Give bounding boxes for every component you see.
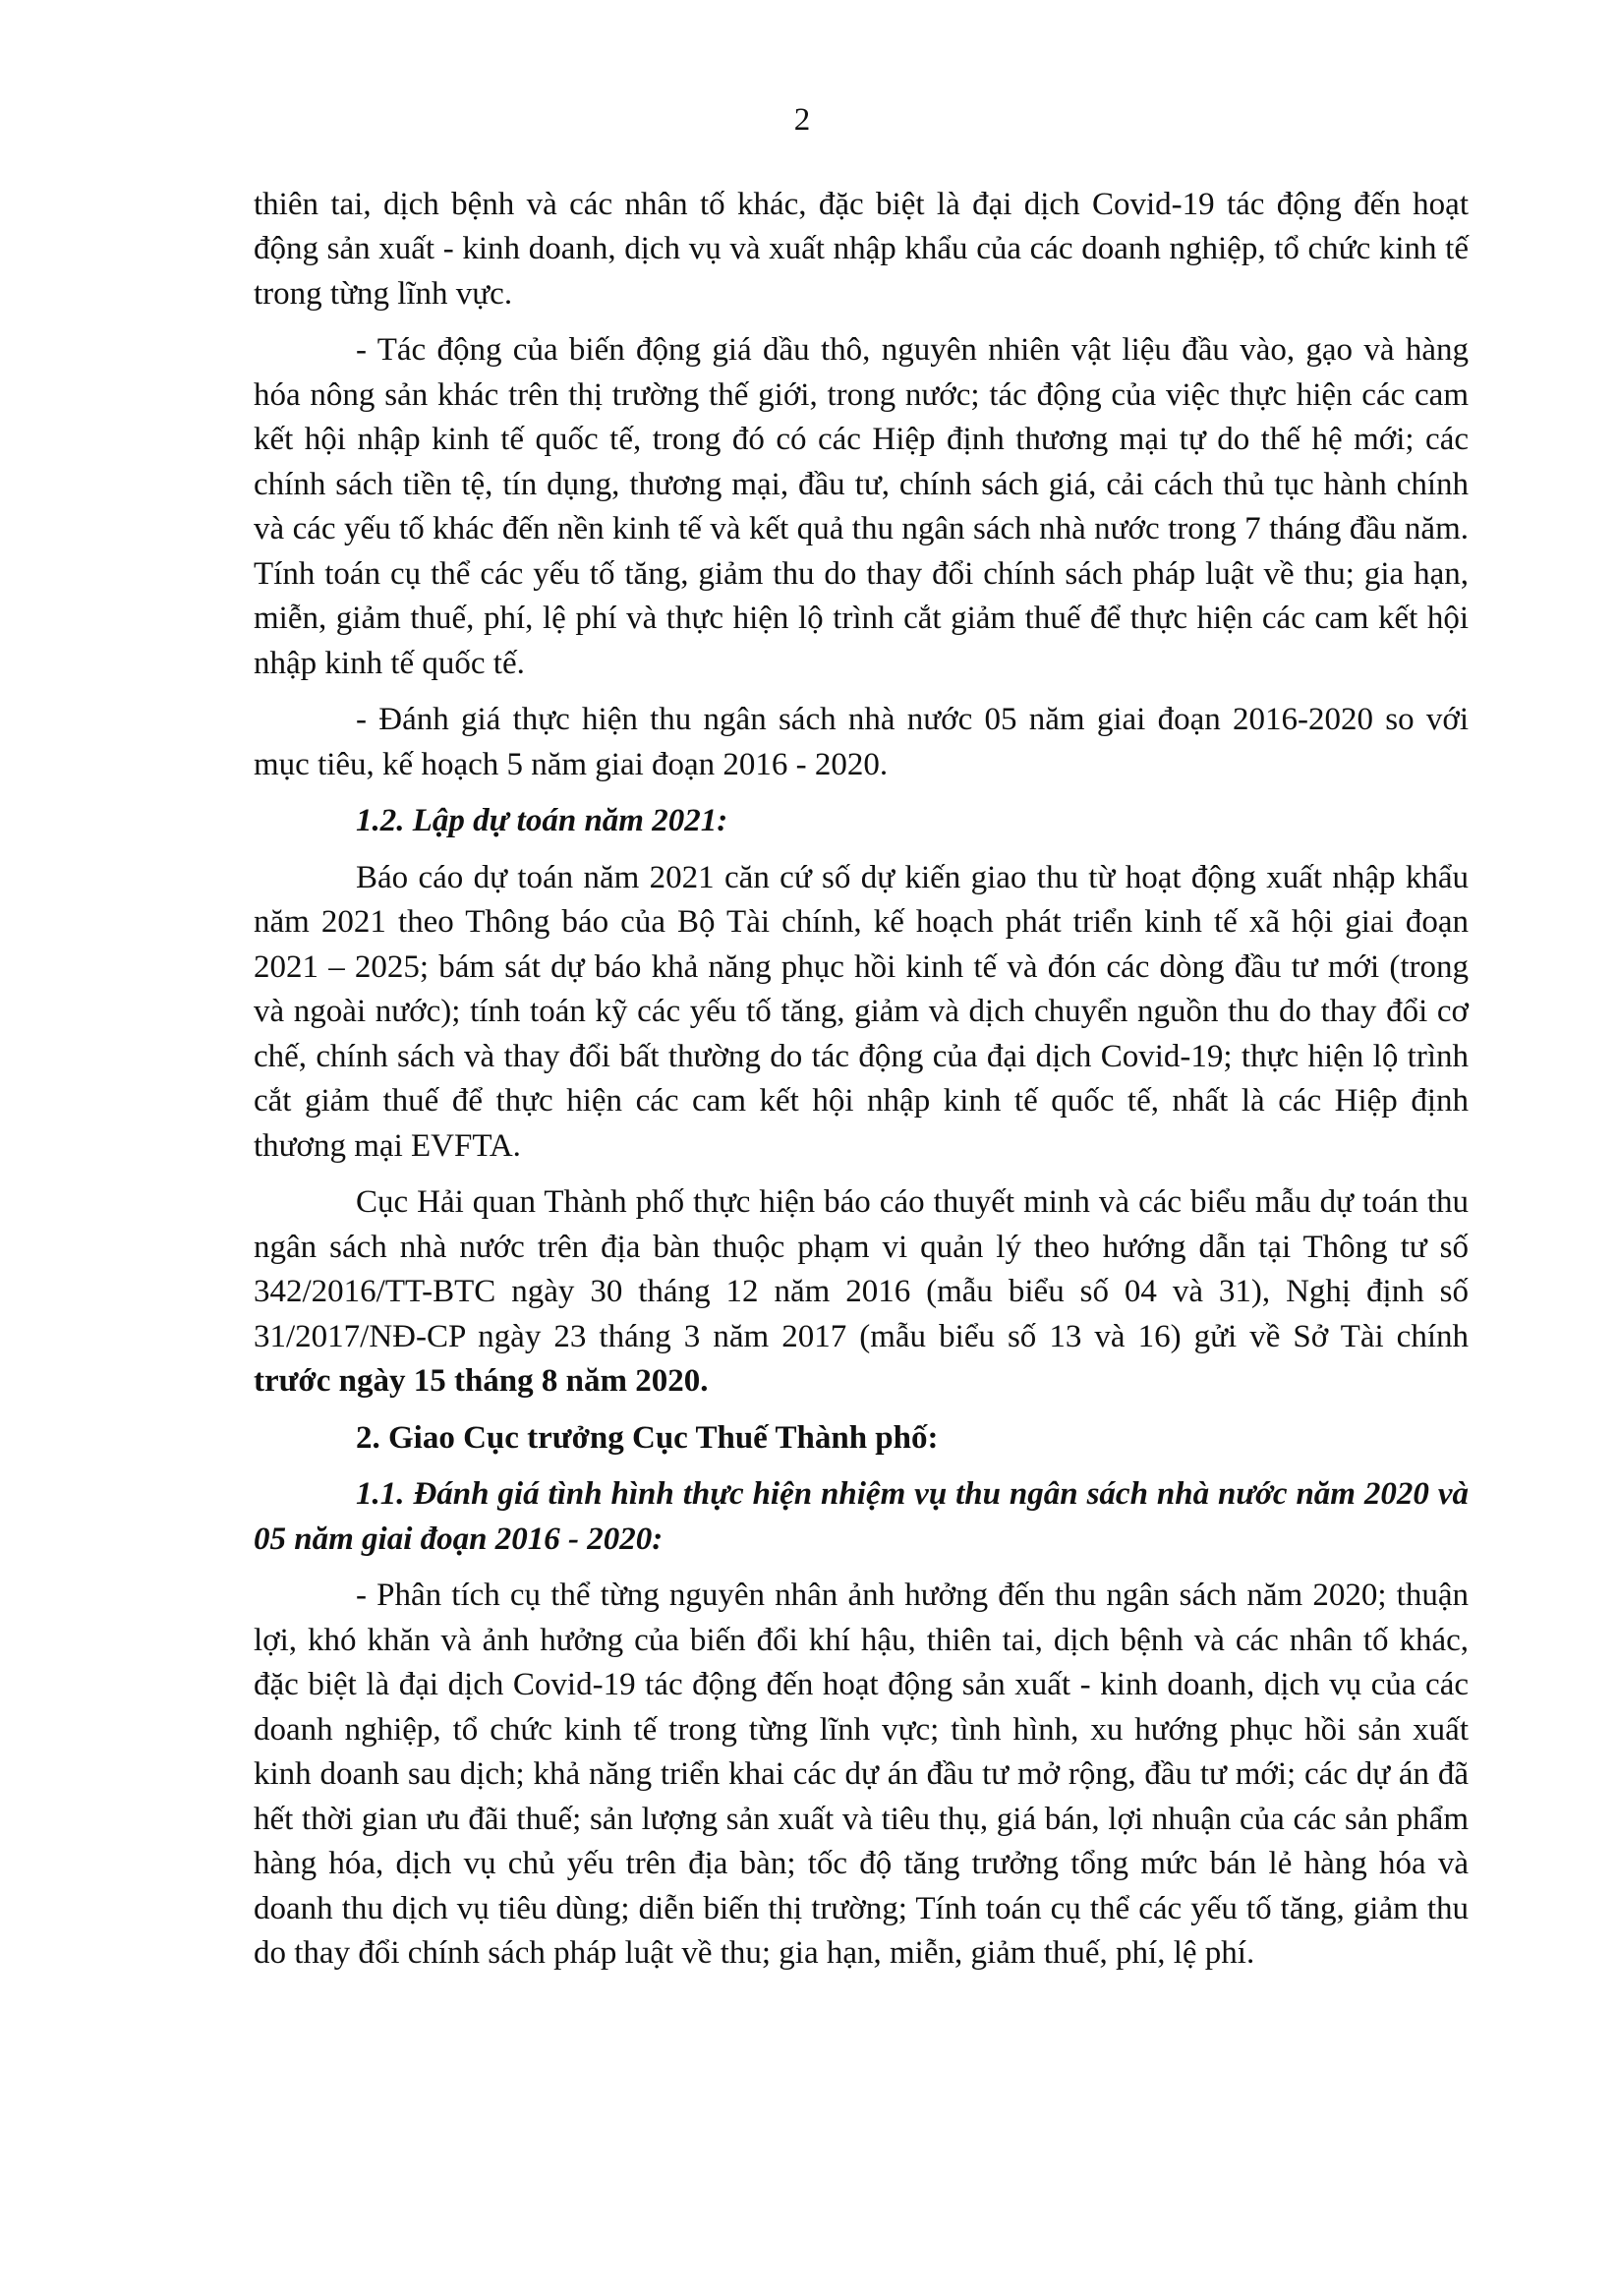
paragraph-impact-factors: - Tác động của biến động giá dầu thô, nguyên nhiên vật liệu đầu vào, gạo và hàng hóa nông sản khác trên thị trường thế giới, trong nước; tác động của việc thực hiện các cam kết hội nhập kinh tế quốc tế, trong đó có các Hiệp định thương mại tự do thế hệ mới; các chính sách tiền tệ, tín dụng, thương mại, đầu tư, chính sách giá, cải cách thủ tục hành chính và các yếu tố khác đến nền kinh tế và kết quả thu ngân sách nhà nước trong 7 tháng đầu năm. Tính toán cụ thể các yếu tố tăng, giảm thu do thay đổi chính sách pháp luật về thu; gia hạn, miễn, giảm thuế, phí, lệ phí và thực hiện lộ trình cắt giảm thuế để thực hiện các cam kết hội nhập kinh tế quốc tế. (254, 332, 1469, 681)
heading-budget-estimate-2021: 1.2. Lập dự toán năm 2021: (356, 803, 728, 838)
paragraph-budget-estimate: Báo cáo dự toán năm 2021 căn cứ số dự kiến giao thu từ hoạt động xuất nhập khẩu năm 2021 theo Thông báo của Bộ Tài chính, kế hoạch phát triển kinh tế xã hội giai đoạn 2021 – 2025; bám sát dự báo khả năng phục hồi kinh tế và đón các dòng đầu tư mới (trong và ngoài nước); tính toán kỹ các yếu tố tăng, giảm và dịch chuyển nguồn thu do thay đổi cơ chế, chính sách và thay đổi bất thường do tác động của đại dịch Covid-19; thực hiện lộ trình cắt giảm thuế để thực hiện các cam kết hội nhập kinh tế quốc tế, nhất là các Hiệp định thương mại EVFTA. (254, 859, 1469, 1164)
heading-evaluation-2020: 1.1. Đánh giá tình hình thực hiện nhiệm vụ thu ngân sách nhà nước năm 2020 và 05 năm giai đoạn 2016 - 2020: (254, 1476, 1469, 1557)
customs-report-text: Cục Hải quan Thành phố thực hiện báo cáo thuyết minh và các biểu mẫu dự toán thu ngân sách nhà nước trên địa bàn thuộc phạm vi quản lý theo hướng dẫn tại Thông tư số 342/2016/TT-BTC ngày 30 tháng 12 năm 2016 (mẫu biểu số 04 và 31), Nghị định số 31/2017/NĐ-CP ngày 23 tháng 3 năm 2017 (mẫu biểu số 13 và 16) gửi về Sở Tài chính (254, 1184, 1469, 1354)
deadline-text: trước ngày 15 tháng 8 năm 2020. (254, 1363, 709, 1399)
heading-tax-department: 2. Giao Cục trưởng Cục Thuế Thành phố: (356, 1419, 939, 1456)
paragraph-customs-report (254, 1180, 1469, 1405)
page-number: 2 (793, 102, 811, 138)
paragraph-five-year-evaluation: - Đánh giá thực hiện thu ngân sách nhà nước 05 năm giai đoạn 2016-2020 so với mục tiêu, kế hoạch 5 năm giai đoạn 2016 - 2020. (254, 702, 1469, 782)
paragraph-continuation: thiên tai, dịch bệnh và các nhân tố khác, đặc biệt là đại dịch Covid-19 tác động đến hoạt động sản xuất - kinh doanh, dịch vụ và xuất nhập khẩu của các doanh nghiệp, tổ chức kinh tế trong từng lĩnh vực. (254, 186, 1469, 312)
paragraph-cause-analysis: - Phân tích cụ thể từng nguyên nhân ảnh hưởng đến thu ngân sách năm 2020; thuận lợi, khó khăn và ảnh hưởng của biến đổi khí hậu, thiên tai, dịch bệnh và các nhân tố khác, đặc biệt là đại dịch Covid-19 tác động đến hoạt động sản xuất - kinh doanh, dịch vụ của các doanh nghiệp, tổ chức kinh tế trong từng lĩnh vực; tình hình, xu hướng phục hồi sản xuất kinh doanh sau dịch; khả năng triển khai các dự án đầu tư mở rộng, đầu tư mới; các dự án đã hết thời gian ưu đãi thuế; sản lượng sản xuất và tiêu thụ, giá bán, lợi nhuận của các sản phẩm hàng hóa, dịch vụ chủ yếu trên địa bàn; tốc độ tăng trưởng tổng mức bán lẻ hàng hóa và doanh thu dịch vụ tiêu dùng; diễn biến thị trường; Tính toán cụ thể các yếu tố tăng, giảm thu do thay đổi chính sách pháp luật về thu; gia hạn, miễn, giảm thuế, phí, lệ phí. (254, 1578, 1469, 1971)
document-page (254, 98, 1469, 1988)
